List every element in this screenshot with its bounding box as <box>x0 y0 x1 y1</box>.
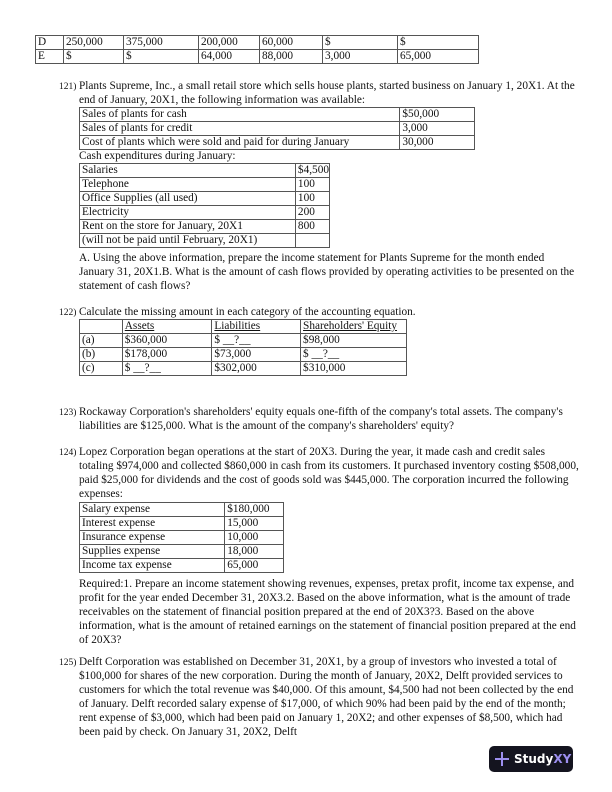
table-cell: 10,000 <box>225 531 284 545</box>
table-cell: 375,000 <box>124 36 199 50</box>
question-number: 122) <box>59 308 77 318</box>
table-row <box>80 234 330 248</box>
table-cell: Salaries <box>80 164 296 178</box>
plus-icon <box>495 752 509 766</box>
table-cell: (c) <box>80 362 123 376</box>
table-cell: $50,000 <box>400 108 475 122</box>
table-cell <box>295 234 329 248</box>
table-cell: $302,000 <box>212 362 301 376</box>
table-cell: Telephone <box>80 178 296 192</box>
question-intro: Plants Supreme, Inc., a small retail store which sells house plants, started business on January 1, 20X1. At the end of January, 20X1, the following information was available: <box>79 80 575 106</box>
table-cell: Supplies expense <box>80 545 225 559</box>
table-cell: 200,000 <box>199 36 260 50</box>
table-cell: 64,000 <box>199 50 260 64</box>
question-intro: Calculate the missing amount in each category of the accounting equation. <box>79 306 416 318</box>
table-cell: $ __?__ <box>212 334 301 348</box>
table-cell: $178,000 <box>122 348 212 362</box>
table-cell: 30,000 <box>400 136 475 150</box>
table-cell: Electricity <box>80 206 296 220</box>
table-cell: E <box>36 50 64 64</box>
cash-expenditures-heading: Cash expenditures during January: <box>79 150 236 162</box>
table-row <box>80 559 284 573</box>
table-row <box>80 108 475 122</box>
table-row <box>80 192 330 206</box>
table-header <box>80 320 123 334</box>
question-prompt: A. Using the above information, prepare the income statement for Plants Supreme for the month ended January 31, 20X1.B. What is the amount of cash flows provided by operating activities to be presented on the statement of cash flows? <box>79 252 575 292</box>
table-cell: (a) <box>80 334 123 348</box>
table-cell: 60,000 <box>260 36 323 50</box>
expenses-table <box>79 502 284 573</box>
table-cell: 100 <box>295 178 329 192</box>
table-row <box>80 136 475 150</box>
question-text: Delft Corporation was established on December 31, 20X1, by a group of investors who invested a total of $100,000 for shares of the new corporation. During the month of January, 20X2, Delft provided services to customers for which the total revenue was $40,000. Of this amount, $4,500 had not been collected by the end of January. Delft recorded salary expense of $17,000, of which 90% had been paid by the end of the month; rent expense of $3,000, which had been paid on January 1, 20X2; and other expenses of $8,500, which had been paid by check. On January 31, 20X2, Delft <box>79 656 574 738</box>
table-cell: $98,000 <box>301 334 407 348</box>
table-row <box>80 220 330 234</box>
question-number: 125) <box>59 658 77 668</box>
table-cell: Rent on the store for January, 20X1 <box>80 220 296 234</box>
table-cell: $ __?__ <box>122 362 212 376</box>
table-cell: 3,000 <box>323 50 398 64</box>
table-cell: 88,000 <box>260 50 323 64</box>
studyxy-badge[interactable] <box>489 746 573 772</box>
table-cell: Income tax expense <box>80 559 225 573</box>
table-cell: Insurance expense <box>80 531 225 545</box>
table-row <box>80 545 284 559</box>
table-cell: $ <box>124 50 199 64</box>
table-cell: $ <box>398 36 479 50</box>
accounting-equation-table <box>79 319 407 376</box>
table-cell: (will not be paid until February, 20X1) <box>80 234 296 248</box>
table-row <box>80 517 284 531</box>
table-cell: Salary expense <box>80 503 225 517</box>
table-row <box>80 348 407 362</box>
top-partial-table <box>35 35 479 64</box>
table-row <box>80 206 330 220</box>
table-row <box>36 50 479 64</box>
table-cell: Interest expense <box>80 517 225 531</box>
badge-label <box>514 752 571 766</box>
table-header: Liabilities <box>212 320 301 334</box>
table-header-row <box>80 320 407 334</box>
table-cell: Office Supplies (all used) <box>80 192 296 206</box>
question-intro: Lopez Corporation began operations at the start of 20X3. During the year, it made cash and credit sales totaling $974,000 and collected $860,000 in cash from its customers. It purchased inventory costing $508,000, paid $25,000 for dividends and the cost of goods sold was $445,000. The corporation incurred the following expenses: <box>79 446 579 500</box>
table-cell: $ <box>64 50 124 64</box>
sales-info-table <box>79 107 475 150</box>
question-required: Required:1. Prepare an income statement showing revenues, expenses, pretax profit, income tax expense, and profit for the year ended December 31, 20X3.2. Based on the above information, what is the amount of trade receivables on the statement of financial position prepared at the end of 20X3?3. Based on the above information, what is the amount of retained earnings on the statement of financial position prepared at the end of 20X3? <box>79 578 576 646</box>
table-cell: Sales of plants for cash <box>80 108 400 122</box>
badge-label-main: Study <box>514 752 554 766</box>
table-row <box>80 334 407 348</box>
table-row <box>80 164 330 178</box>
table-cell: Sales of plants for credit <box>80 122 400 136</box>
table-cell: D <box>36 36 64 50</box>
table-cell: 15,000 <box>225 517 284 531</box>
table-cell: $73,000 <box>212 348 301 362</box>
table-cell: $4,500 <box>295 164 329 178</box>
question-text: Rockaway Corporation's shareholders' equity equals one-fifth of the company's total assets. The company's liabilities are $125,000. What is the amount of the company's shareholders' equity? <box>79 406 563 432</box>
table-row <box>80 178 330 192</box>
table-cell: $ __?__ <box>301 348 407 362</box>
table-row <box>80 531 284 545</box>
table-cell: 3,000 <box>400 122 475 136</box>
table-cell: $360,000 <box>122 334 212 348</box>
badge-label-accent: XY <box>553 752 572 766</box>
table-row <box>36 36 479 50</box>
table-cell: Cost of plants which were sold and paid for during January <box>80 136 400 150</box>
table-header: Shareholders' Equity <box>301 320 407 334</box>
table-cell: 18,000 <box>225 545 284 559</box>
table-cell: 100 <box>295 192 329 206</box>
table-cell: (b) <box>80 348 123 362</box>
table-cell: 200 <box>295 206 329 220</box>
table-row <box>80 122 475 136</box>
table-cell: 800 <box>295 220 329 234</box>
question-number: 121) <box>59 82 77 92</box>
table-row <box>80 362 407 376</box>
question-number: 123) <box>59 408 77 418</box>
table-cell: 65,000 <box>398 50 479 64</box>
table-cell: $310,000 <box>301 362 407 376</box>
table-cell: 250,000 <box>64 36 124 50</box>
table-cell: 65,000 <box>225 559 284 573</box>
table-row <box>80 503 284 517</box>
table-cell: $180,000 <box>225 503 284 517</box>
cash-expenditures-table <box>79 163 330 248</box>
table-cell: $ <box>323 36 398 50</box>
question-number: 124) <box>59 448 77 458</box>
table-header: Assets <box>122 320 212 334</box>
